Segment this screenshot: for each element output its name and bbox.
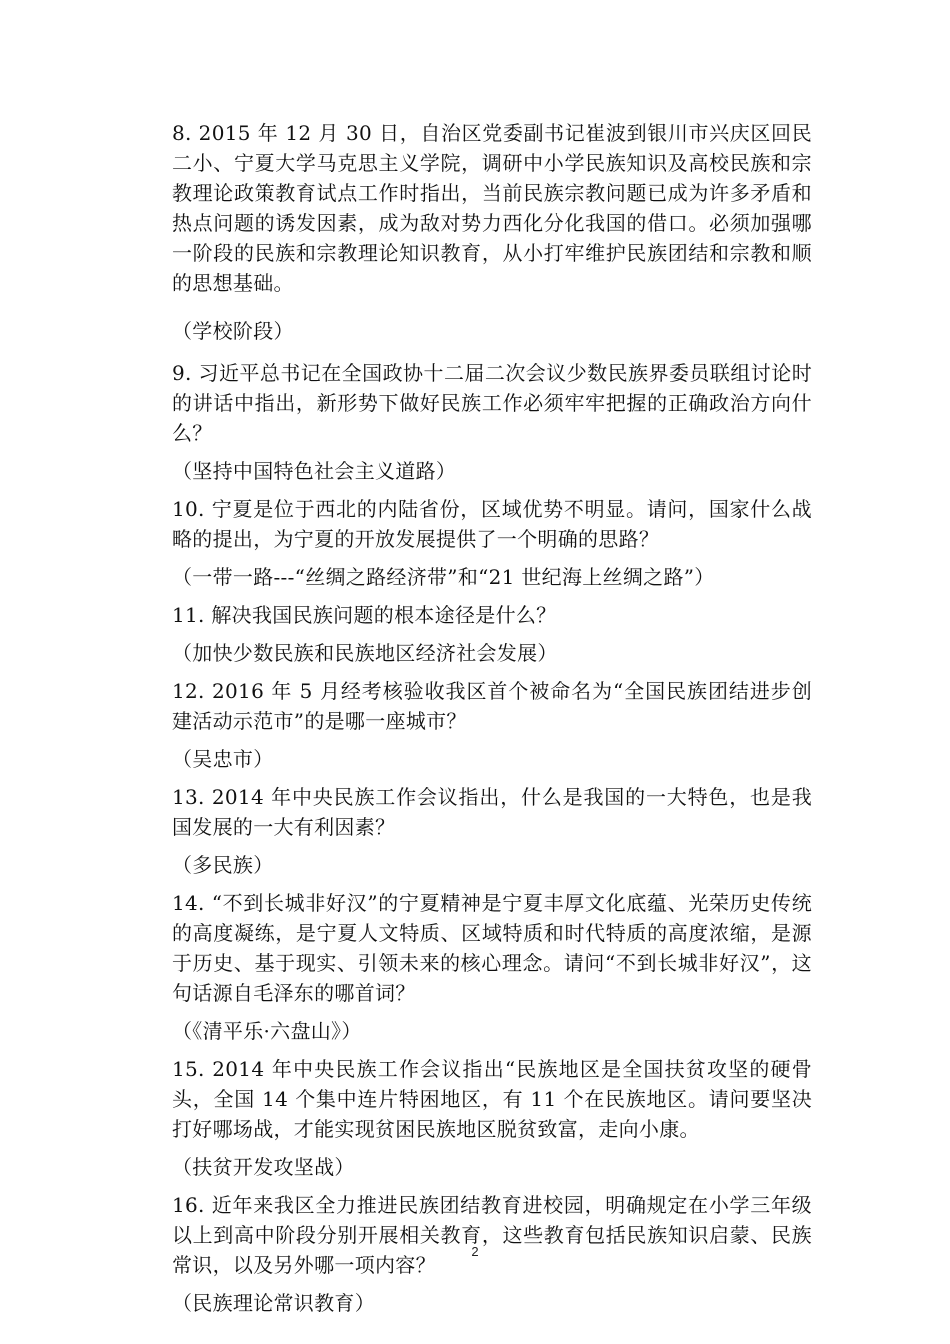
answer-11: （加快少数民族和民族地区经济社会发展） (172, 641, 558, 665)
answer-15: （扶贫开发攻坚战） (172, 1155, 355, 1179)
answer-9: （坚持中国特色社会主义道路） (172, 459, 457, 483)
question-9: 9. 习近平总书记在全国政协十二届二次会议少数民族界委员联组讨论时的讲话中指出，新形势下做好民族工作必须牢牢把握的正确政治方向什么？ (172, 361, 812, 445)
qa-item-16 (172, 1190, 812, 1280)
qa-item-14 (172, 888, 812, 1008)
question-14: 14. “不到长城非好汉”的宁夏精神是宁夏丰厚文化底蕴、光荣历史传统的高度凝练，是宁夏人文特质、区域特质和时代特质的高度浓缩，是源于历史、基于现实、引领未来的核心理念。请问“不到长城非好汉”，这句话源自毛泽东的哪首词？ (172, 891, 812, 1005)
answer-block-14 (172, 1016, 812, 1046)
qa-item-15 (172, 1054, 812, 1144)
document-body (172, 118, 812, 1318)
page-number: 2 (471, 1244, 479, 1259)
qa-item-13 (172, 782, 812, 842)
answer-13: （多民族） (172, 853, 274, 877)
question-12: 12. 2016 年 5 月经考核验收我区首个被命名为“全国民族团结进步创建活动示范市”的是哪一座城市？ (172, 679, 812, 733)
qa-item-9 (172, 358, 812, 448)
answer-block-11 (172, 638, 812, 668)
qa-item-12 (172, 676, 812, 736)
question-11: 11. 解决我国民族问题的根本途径是什么？ (172, 603, 557, 627)
qa-item-10 (172, 494, 812, 554)
answer-block-16 (172, 1288, 812, 1318)
question-10: 10. 宁夏是位于西北的内陆省份，区域优势不明显。请问，国家什么战略的提出，为宁夏的开放发展提供了一个明确的思路？ (172, 497, 812, 551)
answer-block-8 (172, 316, 812, 346)
qa-item-8 (172, 118, 812, 298)
answer-12: （吴忠市） (172, 747, 274, 771)
answer-block-13 (172, 850, 812, 880)
answer-10: （一带一路---“丝绸之路经济带”和“21 世纪海上丝绸之路”） (172, 565, 715, 589)
answer-block-9 (172, 456, 812, 486)
answer-block-15 (172, 1152, 812, 1182)
answer-block-12 (172, 744, 812, 774)
question-15: 15. 2014 年中央民族工作会议指出“民族地区是全国扶贫攻坚的硬骨头，全国 14 个集中连片特困地区，有 11 个在民族地区。请问要坚决打好哪场战，才能实现贫困民族地区脱贫致富，走向小康。 (172, 1057, 812, 1141)
answer-block-10 (172, 562, 812, 592)
answer-16: （民族理论常识教育） (172, 1291, 375, 1315)
question-8: 8. 2015 年 12 月 30 日，自治区党委副书记崔波到银川市兴庆区回民二小、宁夏大学马克思主义学院，调研中小学民族知识及高校民族和宗教理论政策教育试点工作时指出，当前民族宗教问题已成为许多矛盾和热点问题的诱发因素，成为敌对势力西化分化我国的借口。必须加强哪一阶段的民族和宗教理论知识教育，从小打牢维护民族团结和宗教和顺的思想基础。 (172, 121, 812, 295)
qa-item-11 (172, 600, 812, 630)
answer-8: （学校阶段） (172, 319, 294, 343)
question-13: 13. 2014 年中央民族工作会议指出，什么是我国的一大特色，也是我国发展的一大有利因素？ (172, 785, 812, 839)
question-16: 16. 近年来我区全力推进民族团结教育进校园，明确规定在小学三年级以上到高中阶段分别开展相关教育，这些教育包括民族知识启蒙、民族常识，以及另外哪一项内容？ (172, 1193, 812, 1277)
answer-14: （《清平乐·六盘山》） (172, 1019, 362, 1043)
